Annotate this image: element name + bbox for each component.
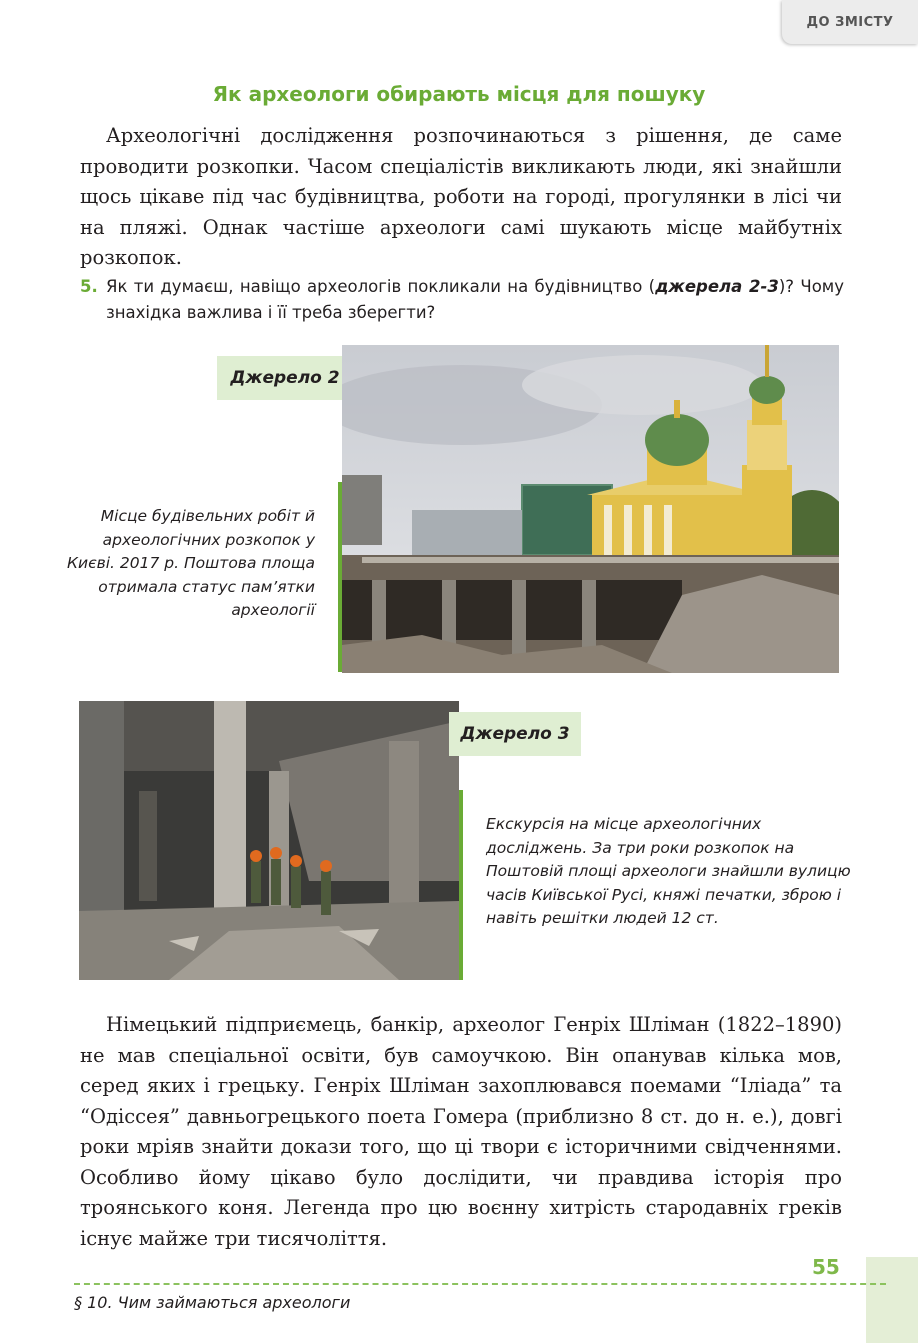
footer-section-title: § 10. Чим займаються археологи <box>74 1293 351 1312</box>
task-text-before: Як ти думаєш, навіщо археологів покликали на будівництво ( <box>106 277 656 296</box>
schliemann-paragraph: Німецький підприємець, банкір, археолог Генріх Шліман (1822–1890) не мав спеціальної освіти, був самоучкою. Він опанував кілька мов, серед яких і грецьку. Генріх Шліман захоплювався поемами “Іліада” та “Одіссея” давньогрецького поета Гомера (приблизно 8 ст. до н. е.), довгі роки мріяв знайти докази того, що ці твори є історичними свідченнями. Особливо йому цікаво було дослідити, чи правдива історія про троянського коня. Легенда про цю воєнну хитрість стародавніх греків існує майже три тисячоліття. <box>80 1013 842 1250</box>
source-2-caption: Місце будівельних робіт й археологічних розкопок у Києві. 2017 р. Поштова площа отримала статус пам’ятки археології <box>67 507 315 620</box>
footer-divider <box>74 1283 886 1285</box>
source-2-photo <box>342 345 839 673</box>
task-emphasis: джерела 2-3 <box>655 277 779 296</box>
underground-excavation-image <box>79 701 459 980</box>
source-3-label: Джерело 3 <box>449 712 581 756</box>
source-2-label: Джерело 2 <box>217 356 353 400</box>
intro-paragraph: Археологічні дослідження розпочинаються з рішення, де саме проводити розкопки. Часом спеціалістів викликають люди, які знайшли щось цікаве під час будівництва, роботи на городі, прогулянки в лісі чи на пляжі. Однак частіше археологи самі шукають місце майбутніх розкопок. <box>80 124 842 269</box>
source-3-photo <box>79 701 459 980</box>
page-number: 55 <box>812 1255 840 1279</box>
section-heading: Як археологи обирають місця для пошуку <box>212 82 706 106</box>
contents-button[interactable]: ДО ЗМІСТУ <box>782 0 918 44</box>
task-text-after: )? Чому знахідка важлива і її треба зберегти? <box>106 277 845 322</box>
page-corner-block <box>866 1257 918 1343</box>
task-number: 5. <box>80 277 98 296</box>
task-5 <box>80 274 844 326</box>
source-3-accent-bar <box>459 790 463 980</box>
source-3-caption: Екскурсія на місце археологічних досліджень. За три роки розкопок на Поштовій площі археологи знайшли вулицю часів Київської Русі, княжі печатки, зброю і навіть решітки людей 12 ст. <box>486 815 851 928</box>
church-excavation-image <box>342 345 839 673</box>
